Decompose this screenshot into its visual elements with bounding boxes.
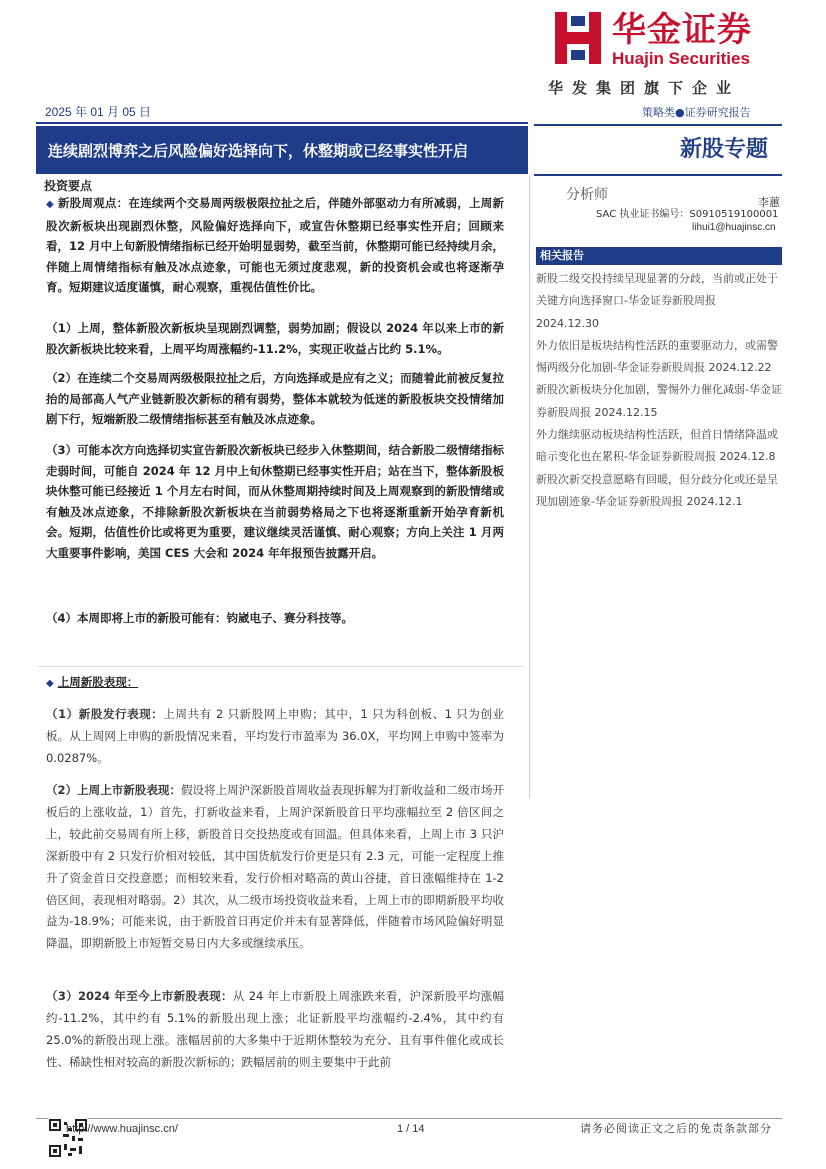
report-date: 2025 年 01 月 05 日 (45, 105, 152, 119)
para-label: 新股周观点： (57, 196, 129, 210)
para-issuance (46, 704, 504, 770)
analyst-email[interactable]: lihui1@huajinsc.cn (692, 222, 776, 233)
para-text: 从 24 年上市新股上周涨跌来看，沪深新股平均涨幅约-11.2%，其中约有 5.1%的新股出现上涨；北证新股平均涨幅约-2.4%，其中约有 25.0%的新股出现上涨。涨幅居前的大多集中于近期休整较为充分、且有事件催化或成长性、稀缺性相对较高的新股次新标的；跌幅居前的则主要集中于此前 (46, 989, 504, 1069)
related-report-item[interactable]: 外力继续驱动板块结构性活跃，但首日情绪降温或暗示变化也在累积-华金证券新股周报 2024.12.8 (536, 428, 778, 464)
analyst-sac: SAC 执业证书编号：S0910519100001 (596, 209, 779, 220)
logo-english-name: Huajin Securities (612, 49, 750, 68)
topic-divider-bottom (534, 174, 782, 176)
footer-disclaimer: 请务必阅读正文之后的免责条款部分 (580, 1122, 772, 1135)
footer-url[interactable]: http://www.huajinsc.cn/ (66, 1123, 178, 1135)
section-heading-points: 投资要点 (44, 179, 93, 193)
para-ytd (46, 986, 504, 1074)
diamond-bullet-icon: ◆ (46, 678, 54, 689)
para-label: （1）新股发行表现： (46, 707, 164, 721)
related-report-item[interactable]: 新股次新交投意愿略有回暖，但分歧分化或还是呈现加剧迹象-华金证券新股周报 2024.12.1 (536, 472, 778, 508)
related-report-item[interactable]: 新股次新板块分化加剧，警惕外力催化减弱-华金证券新股周报 2024.12.15 (536, 383, 782, 419)
para-text: 上周共有 2 只新股网上申购；其中，1 只为科创板、1 只为创业板。从上周网上申购的新股情况来看，平均发行市盈率为 36.0X，平均网上申购中签率为 0.0287%。 (46, 707, 504, 765)
para-label: （3）2024 年至今上市新股表现： (46, 989, 233, 1003)
para-label: （2）上周上市新股表现： (46, 783, 181, 797)
page-number: 1 / 14 (397, 1123, 425, 1135)
performance-heading-text: 上周新股表现： (57, 675, 139, 689)
para-weekly-view (46, 193, 504, 298)
related-report-item[interactable]: 外力依旧是板块结构性活跃的重要驱动力，或需警惕两级分化加剧-华金证券新股周报 2024.12.22 (536, 338, 778, 375)
related-report-item[interactable]: 新股二级交投持续呈现显著的分歧，当前或正处于关键方向选择窗口-华金证券新股周报 2024.12.30 (536, 272, 778, 330)
report-title: 连续剧烈博弈之后风险偏好选择向下，休整期或已经事实性开启 (48, 142, 469, 160)
related-reports-list (536, 268, 782, 513)
report-topic: 新股专题 (680, 137, 769, 162)
para-point-3: （3）可能本次方向选择切实宣告新股次新板块已经步入休整期间，结合新股二级情绪指标走弱时间，可能自 2024 年 12 月中上旬休整期已经事实性开启；站在当下，整体新股板块休整可能已经接近 1 个月左右时间，而从休整周期持续时间及上周观察到的新股情绪或有触及冰点迹象，不排除新股次新板块在当前弱势格局之下也将逐渐重新开始孕育新机会。短期，估值性价比或将更为重要，建议继续灵活谨慎、耐心观察；方向上关注 1 月两大重要事件影响，美国 CES 大会和 2024 年年报预告披露开启。 (46, 443, 504, 560)
para-text: 在连续两个交易周两级极限拉扯之后，伴随外部驱动力有所减弱，上周新股次新板块出现剧烈休整，风险偏好选择向下，或宣告休整期已经事实性开启；回顾来看，12 月中上旬新股情绪指标已经开始明显弱势，截至当前，休整期可能已经持续月余，伴随上周情绪指标有触及冰点迹象，可能也无须过度悲观，新的投资机会或也将逐渐孕育。短期建议适度谨慎，耐心观察，重视估值性价比。 (46, 196, 504, 295)
topic-divider-top (534, 124, 782, 126)
group-tagline: 华发集团旗下企业 (548, 79, 741, 97)
para-listing (46, 780, 504, 955)
para-point-4: （4）本周即将上市的新股可能有：钧崴电子、赛分科技等。 (46, 611, 353, 625)
diamond-bullet-icon: ◆ (46, 199, 54, 210)
logo-chinese-name: 华金证券 (612, 10, 752, 50)
para-point-1: （1）上周，整体新股次新板块呈现剧烈调整，弱势加剧；假设以 2024 年以来上市的新股次新板块比较来看，上周平均周涨幅约-11.2%，实现正收益占比约 5.1%。 (46, 321, 504, 356)
analyst-name: 李蕙 (758, 196, 780, 209)
footer-divider (36, 1118, 782, 1119)
para-point-2: （2）在连续二个交易周两级极限拉扯之后，方向选择或是应有之义；而随着此前被反复拉抬的局部高人气产业链新股次新标的稍有弱势，整体本就较为低迷的新股板块交投情绪加剧下行，短端新股二级情绪指标甚至有触及冰点迹象。 (46, 371, 504, 427)
section-separator (38, 666, 524, 667)
huajin-logo-icon (555, 12, 601, 64)
para-text: 假设将上周沪深新股首周收益表现拆解为打新收益和二级市场开板后的上涨收益，1）首先，打新收益来看，上周沪深新股首日平均涨幅拉至 2 倍区间之上，较此前交易周有所上移，新股首日交投热度或有回温。但具体来看，上周上市 3 只沪深新股中有 2 只发行价相对较低，其中国货航发行价更是只有 2.3 元，可能一定程度上推升了资金首日交投意愿；而相较来看，发行价相对略高的黄山谷捷，首日涨幅维持在 1-2 倍区间，表现相对略弱。2）其次，从二级市场投资收益来看，上周上市的即期新股平均收益为-18.9%；可能来说，由于新股首日再定价并未有显著降低，伴随着市场风险偏好明显降温，即期新股上市短暂交易日内大多或继续承压。 (46, 783, 504, 951)
section-heading-performance (46, 672, 504, 695)
report-category: 策略类●证券研究报告 (642, 106, 751, 119)
related-reports-heading: 相关报告 (536, 247, 782, 265)
column-divider (529, 176, 530, 798)
analyst-label: 分析师 (566, 187, 608, 203)
